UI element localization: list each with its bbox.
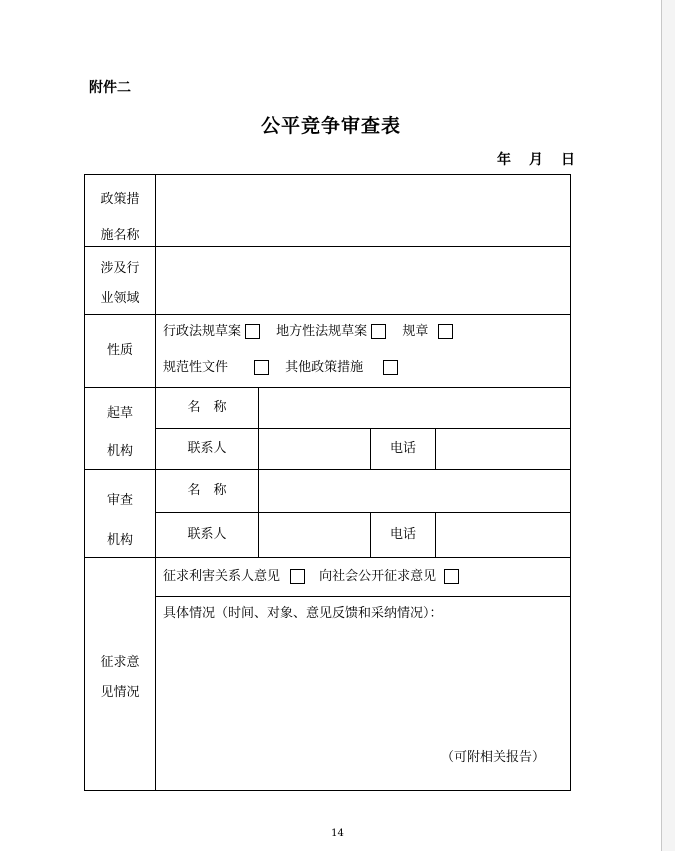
review-phone-label: 电话	[389, 527, 416, 542]
month-label: 月	[529, 152, 543, 168]
drafting-phone-label: 电话	[389, 441, 416, 456]
checkbox-admin-regulation-draft[interactable]	[245, 324, 260, 339]
checkbox-rules[interactable]	[438, 324, 453, 339]
drafting-org-label: 起草 机构	[106, 406, 133, 459]
org-label-divider	[258, 469, 259, 557]
option-public-opinion: 向社会公开征求意见	[319, 569, 437, 584]
review-name-label: 名 称	[187, 483, 227, 498]
option-local-regulation-draft: 地方性法规草案	[276, 324, 368, 339]
policy-name-label: 政策措 施名称	[100, 192, 140, 243]
subrow-divider	[155, 428, 571, 429]
table-border-right	[570, 174, 571, 791]
form-title: 公平竞争审查表	[260, 115, 401, 137]
checkbox-stakeholder-opinion[interactable]	[290, 569, 305, 584]
attachment-label: 附件二	[89, 80, 131, 96]
review-contact-label: 联系人	[187, 527, 227, 542]
row-divider	[84, 387, 571, 388]
option-admin-regulation-draft: 行政法规草案	[163, 324, 242, 339]
org-phone-divider	[435, 428, 436, 469]
consultation-options	[163, 569, 459, 585]
attach-report-note: （可附相关报告）	[441, 750, 546, 765]
checkbox-other-policy[interactable]	[383, 360, 398, 375]
checkbox-local-regulation-draft[interactable]	[371, 324, 386, 339]
checkbox-public-opinion[interactable]	[444, 569, 459, 584]
consultation-details-label: 具体情况（时间、对象、意见反馈和采纳情况）：	[163, 606, 443, 621]
row-divider	[84, 469, 571, 470]
drafting-name-label: 名 称	[187, 400, 227, 415]
option-normative-document: 规范性文件	[163, 360, 229, 375]
consultation-label: 征求意 见情况	[100, 655, 140, 700]
option-other-policy: 其他政策措施	[285, 360, 364, 375]
nature-label: 性质	[106, 343, 133, 358]
viewer-scroll-strip	[662, 0, 675, 851]
date-line	[497, 149, 575, 169]
table-border-top	[84, 174, 571, 175]
checkbox-normative-document[interactable]	[254, 360, 269, 375]
drafting-contact-label: 联系人	[187, 441, 227, 456]
year-label: 年	[497, 152, 511, 168]
row-divider	[84, 557, 571, 558]
option-rules: 规章	[402, 324, 429, 339]
option-stakeholder-opinion: 征求利害关系人意见	[163, 569, 281, 584]
nature-options-row1	[163, 324, 453, 340]
review-org-label: 审查 机构	[106, 493, 133, 548]
org-phone-divider	[435, 512, 436, 557]
row-divider	[84, 314, 571, 315]
industry-label: 涉及行 业领域	[100, 261, 140, 306]
table-border-bottom	[84, 790, 571, 791]
subrow-divider	[155, 512, 571, 513]
nature-options-row2	[163, 360, 398, 376]
org-label-divider	[258, 387, 259, 469]
row-divider	[84, 246, 571, 247]
subrow-divider	[155, 596, 571, 597]
page-number: 14	[331, 828, 344, 839]
day-label: 日	[561, 152, 575, 168]
